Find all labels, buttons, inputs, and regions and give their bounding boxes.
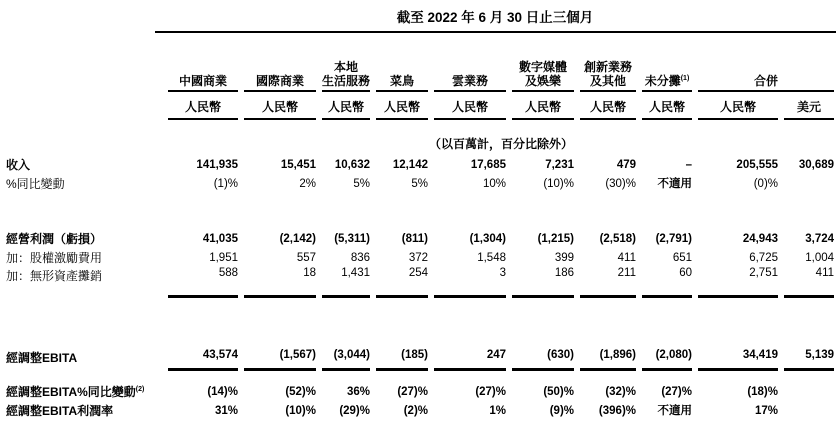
adjusted-ebita-yoy-value: (18)% [747,385,778,398]
adjusted-ebita-yoy-value: (50)% [543,385,574,398]
adjusted-ebita-yoy-value: 36% [346,385,370,398]
adjusted-ebita-margin-value: (10)% [285,404,316,417]
currency-header: 人民幣 [168,92,238,120]
col-header-consolidated: 合併 [698,34,834,92]
adjusted-ebita-value: 247 [434,348,506,371]
footnote-marker-1: (1) [680,74,690,82]
sbc-value: 557 [296,252,316,265]
sbc-value: 372 [408,252,428,265]
revenue-value: 205,555 [736,159,778,172]
revenue-yoy-value: 2% [299,178,316,191]
operating-profit-value: (2,791) [655,233,692,246]
row-share-based-compensation [6,247,834,266]
currency-header-row [6,92,834,120]
revenue-yoy-value: 5% [411,178,428,191]
revenue-yoy-value: (30)% [605,178,636,191]
sbc-value: 1,548 [477,252,506,265]
row-adjusted-ebita-yoy [6,381,834,400]
revenue-value: 479 [616,159,636,172]
revenue-yoy-value: 10% [482,178,506,191]
adjusted-ebita-margin-value: (396)% [598,404,636,417]
amortization-value: 1,431 [322,266,370,298]
revenue-value: 10,632 [334,159,370,172]
sbc-value: 6,725 [749,252,778,265]
adjusted-ebita-value: (185) [376,348,428,371]
segment-header-row [6,34,834,92]
unit-note: （以百萬計，百分比除外） [429,137,574,151]
currency-header-rmb: 人民幣 [698,92,778,120]
spacer-row [6,298,834,348]
adjusted-ebita-yoy-value: (27)% [397,385,428,398]
col-header-local-services: 本地 生活服務 [322,34,370,92]
amortization-value: 588 [168,266,238,298]
operating-profit-value: 24,943 [742,233,778,246]
revenue-value: – [685,159,692,172]
adjusted-ebita-value: 5,139 [784,348,834,371]
row-adjusted-ebita-margin [6,400,834,419]
col-header-china-commerce: 中國商業 [168,34,238,92]
label-column-spacer [6,92,162,120]
amortization-value: 211 [580,266,636,298]
adjusted-ebita-value: (1,567) [244,348,316,371]
adjusted-ebita-value: (630) [512,348,574,371]
currency-header: 人民幣 [580,92,636,120]
adjusted-ebita-value: 43,574 [168,348,238,371]
revenue-yoy-value: 不適用 [657,178,692,191]
amortization-value: 60 [642,266,692,298]
revenue-yoy-value: (1)% [213,178,238,191]
operating-profit-value: (5,311) [334,233,370,246]
segment-results-table [0,34,840,419]
revenue-value: 141,935 [196,159,238,172]
operating-profit-value: 41,035 [202,233,238,246]
adjusted-ebita-margin-value: 1% [489,404,506,417]
amortization-value: 18 [244,266,316,298]
adjusted-ebita-margin-value: 不適用 [657,404,692,417]
row-label-amortization: 加：無形資產攤銷 [6,268,103,283]
currency-header: 人民幣 [512,92,574,120]
unit-note-row [6,120,834,154]
amortization-value: 254 [376,266,428,298]
spacer-row [6,192,834,228]
spacer-row [6,371,834,381]
revenue-value: 7,231 [545,159,574,172]
operating-profit-value: (1,215) [537,233,574,246]
col-header-digital-media-entertainment: 數字媒體 及娛樂 [512,34,574,92]
adjusted-ebita-yoy-value: (27)% [661,385,692,398]
adjusted-ebita-margin-value: (29)% [339,404,370,417]
amortization-value: 411 [784,266,834,298]
revenue-value: 17,685 [470,159,506,172]
currency-header: 人民幣 [244,92,316,120]
adjusted-ebita-margin-value [784,400,834,419]
label-column-spacer [6,34,162,92]
currency-header: 人民幣 [322,92,370,120]
adjusted-ebita-yoy-value: (32)% [605,385,636,398]
sbc-value: 399 [554,252,574,265]
currency-header: 人民幣 [434,92,506,120]
revenue-value: 12,142 [392,159,428,172]
row-label-adjusted-ebita: 經調整EBITA [6,350,78,365]
row-label-share-based-compensation: 加：股權激勵費用 [6,251,103,265]
revenue-yoy-value [784,173,834,192]
sbc-value: 1,004 [805,252,835,265]
revenue-value: 30,689 [798,159,835,172]
col-header-innovation-others: 創新業務 及其他 [580,34,636,92]
adjusted-ebita-margin-value: 31% [214,404,238,417]
period-title: 截至 2022 年 6 月 30 日止三個月 [396,10,594,25]
adjusted-ebita-value: 34,419 [698,348,778,371]
sbc-value: 836 [350,252,370,265]
sbc-value: 1,951 [209,252,238,265]
operating-profit-value: (811) [401,233,428,246]
operating-profit-value: (2,518) [599,233,636,246]
amortization-value: 2,751 [698,266,778,298]
row-label-operating-profit: 經營利潤（虧損） [6,232,103,246]
currency-header: 人民幣 [376,92,428,120]
adjusted-ebita-yoy-value: (14)% [207,385,238,398]
col-header-cloud: 雲業務 [434,34,506,92]
sbc-value: 411 [617,252,636,265]
operating-profit-value: 3,724 [805,233,835,246]
amortization-value: 3 [434,266,506,298]
operating-profit-value: (2,142) [279,233,316,246]
adjusted-ebita-value: (3,044) [322,348,370,371]
adjusted-ebita-value: (2,080) [642,348,692,371]
footnote-marker-2: (2) [135,385,145,393]
row-adjusted-ebita [6,348,834,371]
sbc-value: 651 [672,252,692,265]
adjusted-ebita-yoy-value [784,381,834,400]
revenue-yoy-value: 5% [353,178,370,191]
currency-header: 人民幣 [642,92,692,120]
adjusted-ebita-yoy-value: (52)% [285,385,316,398]
col-header-international-commerce: 國際商業 [244,34,316,92]
col-header-cainiao: 菜鳥 [376,34,428,92]
operating-profit-value: (1,304) [469,233,506,246]
row-amortization [6,266,834,298]
adjusted-ebita-margin-value: 17% [754,404,778,417]
row-label-revenue: 收入 [6,158,31,172]
row-operating-profit [6,228,834,247]
row-label-adjusted-ebita-margin: 經調整EBITA利潤率 [6,403,114,418]
adjusted-ebita-margin-value: (2)% [403,404,428,417]
amortization-value: 186 [512,266,574,298]
row-revenue [6,154,834,173]
adjusted-ebita-margin-value: (9)% [549,404,574,417]
title-rule [155,31,836,33]
row-label-adjusted-ebita-yoy: 經調整EBITA%同比變動$^{(2)}$ [6,384,145,399]
currency-header-usd: 美元 [784,92,834,120]
adjusted-ebita-value: (1,896) [580,348,636,371]
row-revenue-yoy [6,173,834,192]
revenue-yoy-value: (10)% [543,178,574,191]
col-header-unallocated: 未分攤$^{(1)}$ [642,34,692,92]
revenue-yoy-value: (0)% [753,178,778,191]
row-label-revenue-yoy: %同比變動 [6,177,65,191]
adjusted-ebita-yoy-value: (27)% [475,385,506,398]
revenue-value: 15,451 [280,159,316,172]
